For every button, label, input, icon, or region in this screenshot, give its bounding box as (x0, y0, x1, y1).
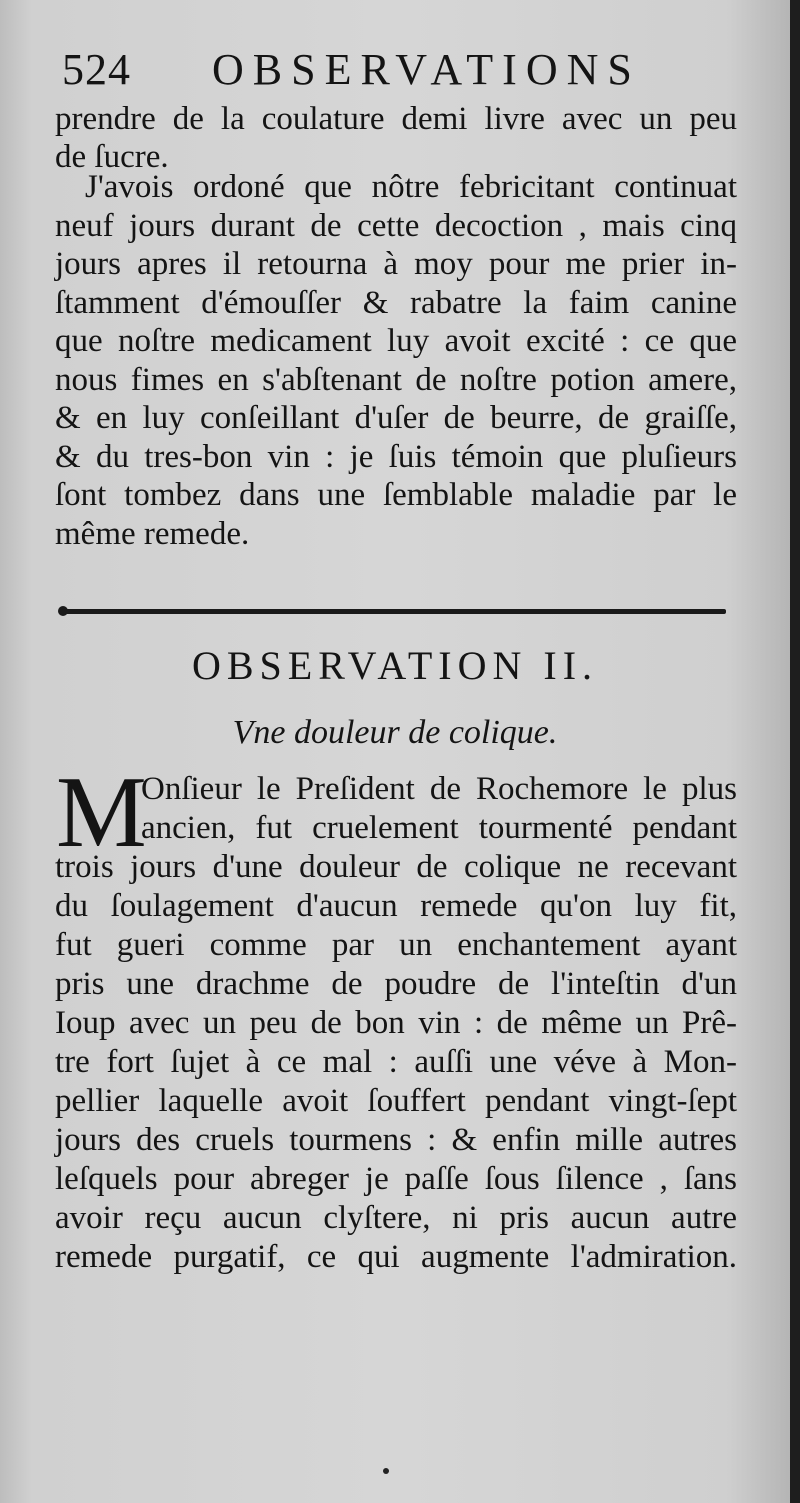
text-line: ancien, fut cruelement tourmenté pendant (141, 810, 737, 846)
text-line: & du tres-bon vin : je ſuis témoin que pluſieurs (55, 438, 737, 475)
footer-mark (383, 1468, 389, 1474)
text-line: fut gueri comme par un enchantement ayant (55, 927, 737, 963)
text-line: nous fimes en s'abſtenant de noſtre potion amere, (55, 361, 737, 398)
book-spine-shadow (790, 0, 800, 1503)
text-line: du ſoulagement d'aucun remede qu'on luy fit, (55, 888, 737, 924)
text-line: trois jours d'une douleur de colique ne recevant (55, 849, 737, 885)
drop-cap: M (56, 756, 147, 869)
text-line: leſquels pour abreger je paſſe ſous ſilence , ſans (55, 1161, 737, 1197)
page-number: 524 (62, 45, 131, 94)
section-divider (62, 609, 726, 614)
text-line: neuf jours durant de cette decoction , mais cinq (55, 207, 737, 244)
text-line: ſont tombez dans une ſemblable maladie par le (55, 477, 737, 513)
text-line: & en luy conſeillant d'uſer de beurre, de graiſſe, (55, 400, 737, 436)
text-line: pris une drachme de poudre de l'inteſtin d'un (55, 966, 737, 1002)
text-line: que noſtre medicament luy avoit excité : ce que (55, 323, 737, 359)
text-line: même remede. (55, 515, 250, 552)
text-line: tre fort ſujet à ce mal : auſſi une véve à Mon- (55, 1044, 737, 1080)
text-line: Ioup avec un peu de bon vin : de même un Prê- (55, 1005, 737, 1041)
text-line: Onſieur le Preſident de Rochemore le plus (141, 771, 737, 807)
text-line: jours apres il retourna à moy pour me prier in- (55, 246, 737, 282)
running-header (62, 40, 742, 100)
text-line: pellier laquelle avoit ſouffert pendant vingt-ſept (55, 1083, 737, 1119)
paragraph-main (55, 168, 737, 553)
text-line: remede purgatif, ce qui augmente l'admiration. (55, 1239, 737, 1275)
observation-text (55, 756, 737, 1277)
observation-subtitle: Vne douleur de colique. (232, 714, 558, 751)
text-line: jours des cruels tourmens : & enfin mille autres (55, 1122, 737, 1158)
observation-heading: OBSERVATION II. (191, 643, 599, 688)
text-line: J'avois ordoné que nôtre febricitant continuat (85, 169, 737, 205)
text-line: avoir reçu aucun clyſtere, ni pris aucun autre (55, 1200, 737, 1236)
text-line: prendre de la coulature demi livre avec un peu (55, 101, 737, 137)
text-line: de ſucre. (55, 139, 169, 175)
text-line: ſtamment d'émouſſer & rabatre la faim canine (55, 284, 737, 321)
running-title: OBSERVATIONS (212, 45, 641, 94)
paragraph-continuation (55, 100, 737, 176)
